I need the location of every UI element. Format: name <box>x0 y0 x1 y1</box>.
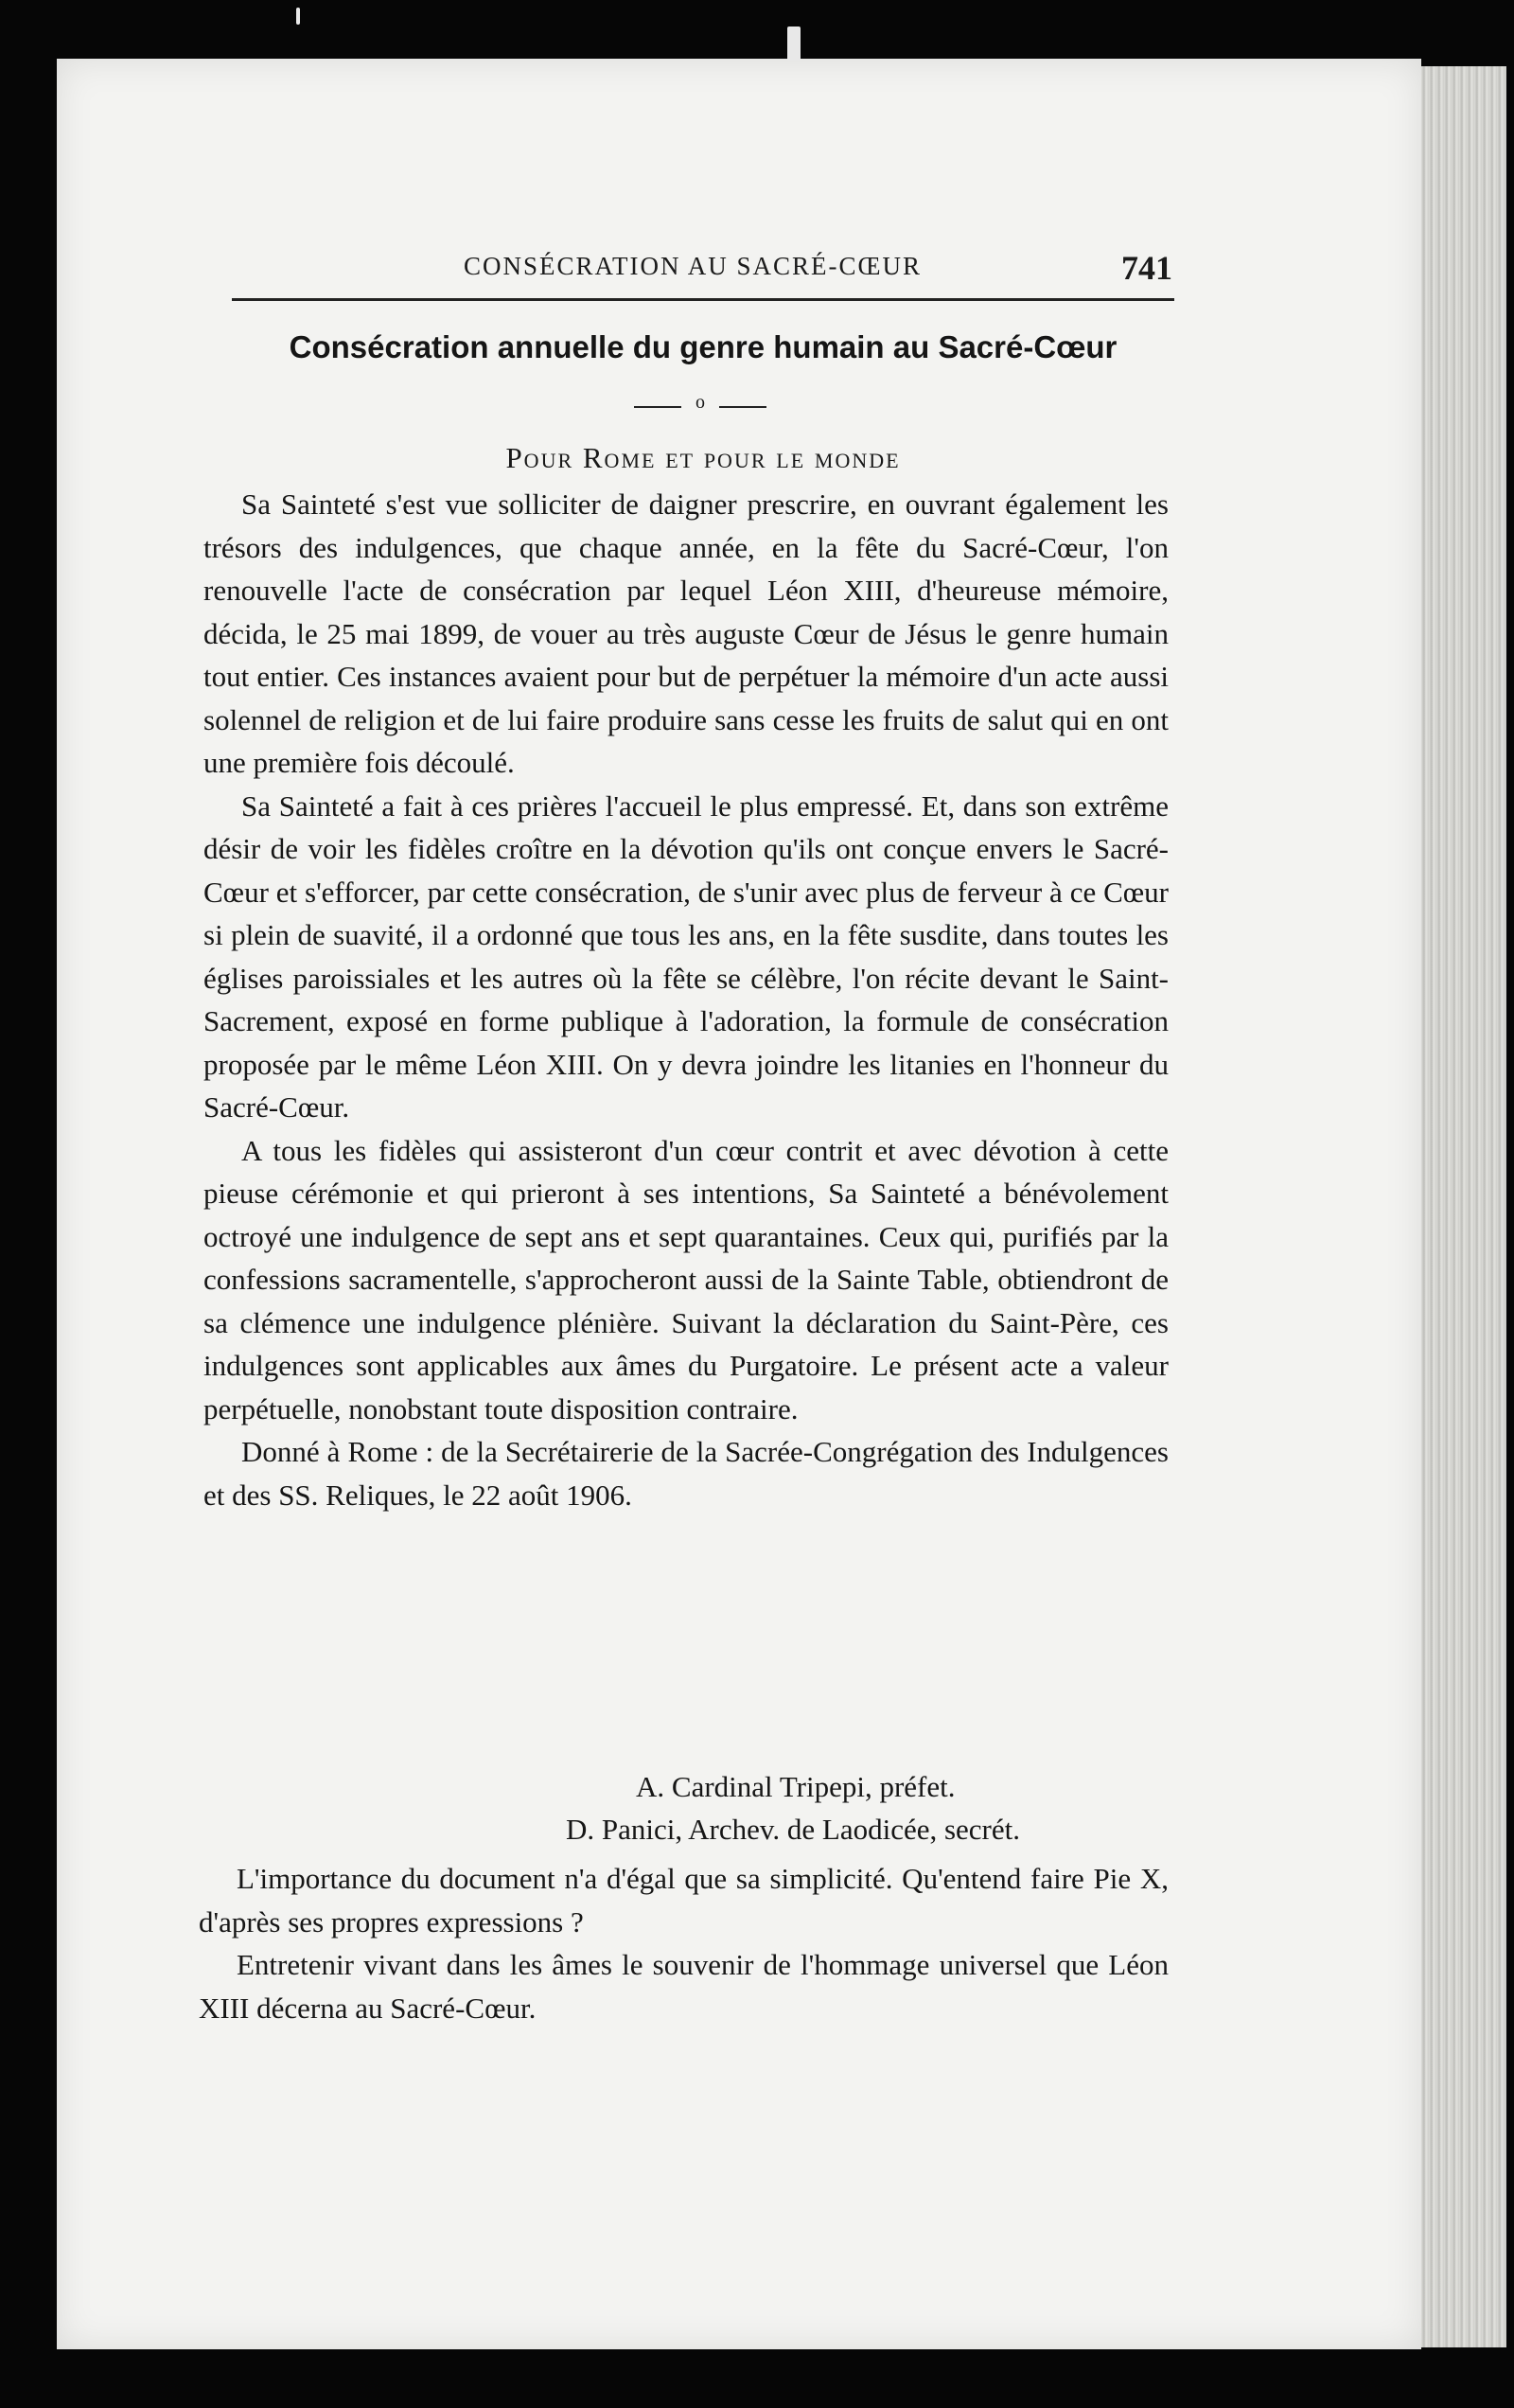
separator-line <box>634 406 681 408</box>
page-edges <box>1421 66 1506 2347</box>
paragraph: A tous les fidèles qui assisteront d'un cœur contrit et avec dévotion à cette pieuse cérémonie et qui prieront à ses intentions, Sa Sainteté a bénévolement octroyé une indulgence de sept ans et sept quarantaines. Ceux qui, purifiés par la confessions sacramentelle, s'approcheront aussi de la Sainte Table, obtiendront de sa clémence une indulgence plénière. Suivant la déclaration du Saint-Père, ces indulgences sont applicables aux âmes du Purgatoire. Le présent acte a valeur perpétuelle, nonobstant toute disposition contraire. <box>203 1133 1169 1425</box>
paragraph: Sa Sainteté a fait à ces prières l'accueil le plus empressé. Et, dans son extrême désir de voir les fidèles croître en la dévotion qu'ils ont conçue envers le Sacré-Cœur et s'efforcer, par cette consécration, de s'unir avec plus de ferveur à ce Cœur si plein de suavité, il a ordonné que tous les ans, en la fête susdite, dans toutes les églises paroissiales et les autres où la fête se célèbre, l'on récite devant le Saint-Sacrement, exposé en forme publique à l'adoration, la formule de consécration proposée par le même Léon XIII. On y devra joindre les litanies en l'honneur du Sacré-Cœur. <box>203 788 1169 1124</box>
running-title: CONSÉCRATION AU SACRÉ-CŒUR <box>464 252 923 280</box>
separator-line <box>719 406 766 408</box>
paragraph: L'importance du document n'a d'égal que sa simplicité. Qu'entend faire Pie X, d'après ses propres expressions ? <box>199 1862 1169 1939</box>
signature-secretary: D. Panici, Archev. de Laodicée, secrét. <box>566 1813 1021 1846</box>
page-number: 741 <box>1121 249 1172 287</box>
header-rule <box>232 298 1174 301</box>
article-subtitle: Pour Rome et pour le monde <box>505 441 901 474</box>
article-title: Consécration annuelle du genre humain au Sacré-Cœur <box>289 329 1118 364</box>
running-head <box>232 248 1178 295</box>
signature-prefect: A. Cardinal Tripepi, préfet. <box>636 1770 956 1803</box>
closing-text <box>199 1857 1169 2029</box>
article-body <box>203 483 1169 1516</box>
paragraph: Sa Sainteté s'est vue solliciter de daigner prescrire, en ouvrant également les trésors des indulgences, que chaque année, en la fête du Sacré-Cœur, l'on renouvelle l'acte de consécration par lequel Léon XIII, d'heureuse mémoire, décida, le 25 mai 1899, de vouer au très auguste Cœur de Jésus le genre humain tout entier. Ces instances avaient pour but de perpétuer la mémoire d'un acte aussi solennel de religion et de lui faire produire sans cesse les fruits de salut qui en ont une première fois découlé. <box>203 487 1169 779</box>
scan-speck <box>296 8 300 25</box>
paragraph: Entretenir vivant dans les âmes le souvenir de l'hommage universel que Léon XIII décerna au Sacré-Cœur. <box>199 1948 1169 2025</box>
scan-speck <box>787 27 801 61</box>
title-separator <box>634 392 766 420</box>
separator-mark: o <box>695 392 705 413</box>
paragraph: Donné à Rome : de la Secrétairerie de la Sacrée-Congrégation des Indulgences et des SS. Reliques, le 22 août 1906. <box>203 1435 1169 1512</box>
